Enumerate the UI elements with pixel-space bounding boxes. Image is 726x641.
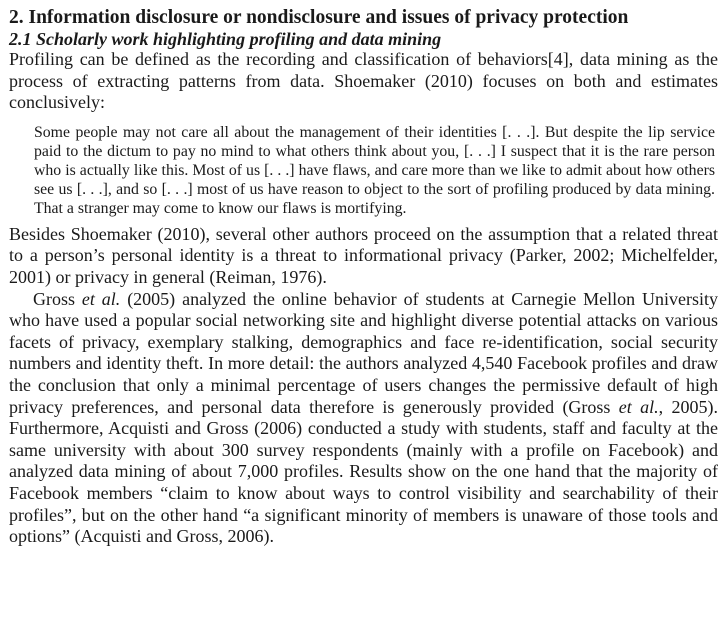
et-al-italic: et al. [81, 288, 121, 309]
block-quote: Some people may not care all about the management of their identities [. . .]. But despite the lip service paid to the dictum to pay no mind to what others think about you, [. . .] I suspect that it is the rare person who is actually like this. Most of us [. . .] have flaws, and care more than we like to admit about how others see us [. . .], and so [. . .] most of us have reason to object to the sort of profiling produced by data mining. That a stranger may come to know our flaws is mortifying. [34, 123, 715, 217]
paragraph-gross [9, 289, 718, 548]
section-heading: 2. Information disclosure or nondisclosure and issues of privacy protection [9, 7, 629, 28]
footnote-reference: [4] [547, 49, 569, 69]
paragraph-besides: Besides Shoemaker (2010), several other authors proceed on the assumption that a related threat to a person’s personal identity is a threat to informational privacy (Parker, 2002; Michelfelder, 2001) or privacy in general (Reiman, 1976). [9, 223, 718, 287]
et-al-italic: et al. [618, 396, 659, 417]
paragraph-gross-text-b: (2005) analyzed the online behavior of students at Carnegie Mellon University who have used a popular social networking site and highlight diverse potential attacks on various facets of privacy, exemplary stalking, demographics and face re-identification, social security numbers and identity theft. In more detail: the authors analyzed 4,540 Facebook profiles and draw the conclusion that only a minimal percentage of users changes the permissive default of high privacy preferences, and personal data therefore is generously provided (Gross [9, 288, 718, 417]
paragraph-profiling-text-a: Profiling can be defined as the recording and classification of behaviors [9, 49, 548, 69]
paragraph-gross-text-c: , 2005). Furthermore, Acquisti and Gross (2006) conducted a study with students, staff and faculty at the same university with about 300 survey respondents (mainly with a profile on Facebook) and analyzed data mining of about 7,000 profiles. Results show on the one hand that the majority of Facebook members “claim to know about ways to control visibility and searchability of their profiles”, but on the other hand “a significant minority of members is unaware of those tools and options” (Acquisti and Gross, 2006). [9, 396, 718, 547]
paragraph-profiling [9, 49, 718, 114]
paragraph-gross-text-a: Gross [33, 288, 82, 309]
section-subheading: 2.1 Scholarly work highlighting profiling and data mining [9, 29, 442, 49]
paragraph-profiling-text-b: , data mining as the process of extracting patterns from data. Shoemaker (2010) focuses on both and estimates conclusively: [9, 49, 719, 113]
